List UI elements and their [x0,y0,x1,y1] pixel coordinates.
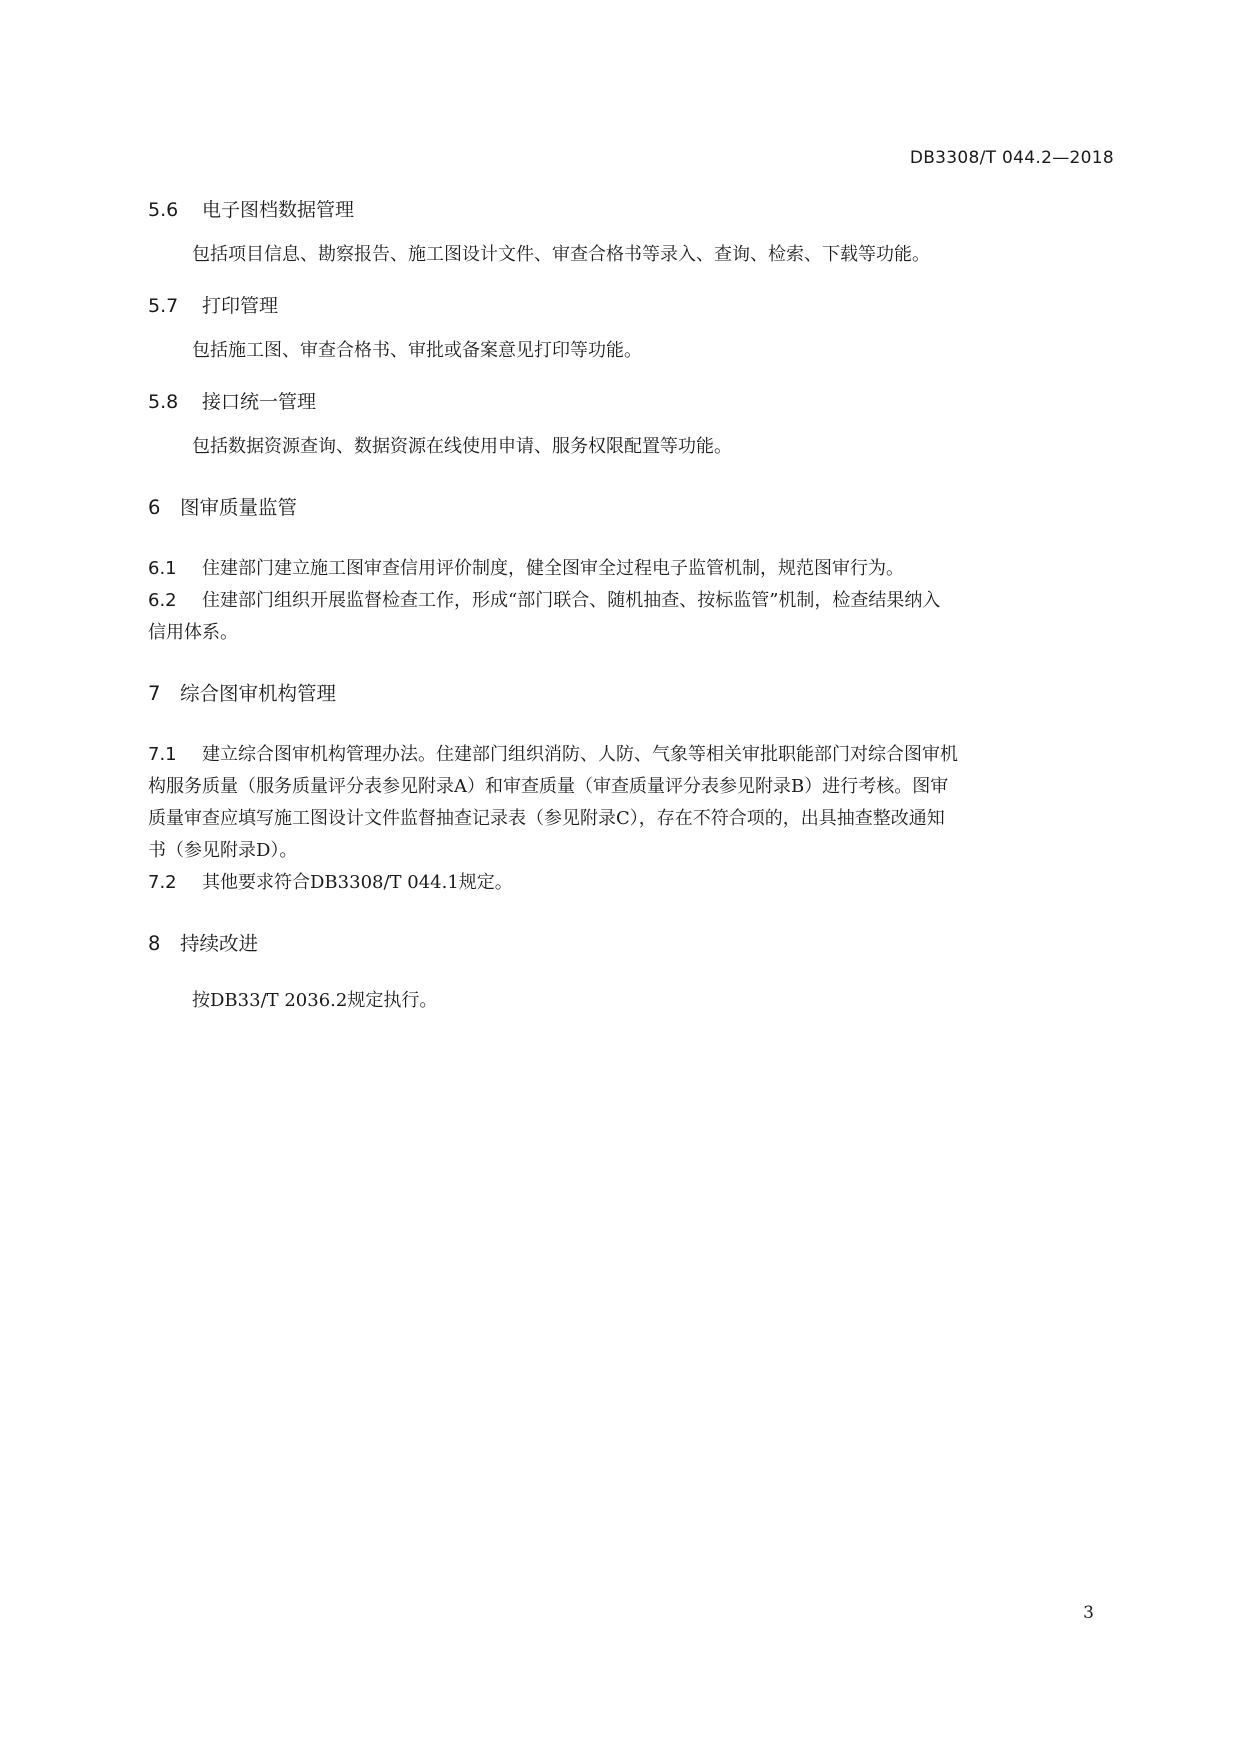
section-number: 6 [148,496,161,519]
clause-6-1 [148,553,1116,585]
clause-7-1 [148,739,1116,771]
clause-7-2 [148,867,1116,899]
heading-5-8 [148,387,1116,417]
heading-5-6 [148,195,1116,225]
paragraph-5-8: 包括数据资源查询、数据资源在线使用申请、服务权限配置等功能。 [192,436,732,457]
heading-5-7 [148,291,1116,321]
paragraph-5-7: 包括施工图、审查合格书、审批或备案意见打印等功能。 [192,340,642,361]
clause-7-1-line-4: 书（参见附录D）。 [148,840,298,861]
clause-text: 住建部门组织开展监督检查工作，形成“部门联合、随机抽查、按标监管”机制，检查结果纳入 [202,590,941,611]
clause-7-1-line-2: 构服务质量（服务质量评分表参见附录A）和审查质量（审查质量评分表参见附录B）进行考核。图审 [148,776,949,797]
paragraph-5-6: 包括项目信息、勘察报告、施工图设计文件、审查合格书等录入、查询、检索、下载等功能。 [192,244,930,265]
page-number: 3 [1083,1603,1094,1623]
document-body [148,195,1116,1017]
clause-text: 建立综合图审机构管理办法。住建部门组织消防、人防、气象等相关审批职能部门对综合图审机 [202,744,958,765]
paragraph-8: 按DB33/T 2036.2规定执行。 [192,990,438,1011]
clause-number: 6.1 [148,558,177,579]
section-number: 5.6 [148,199,179,221]
section-number: 8 [148,932,161,955]
section-title: 图审质量监管 [180,496,298,519]
clause-number: 6.2 [148,590,177,611]
heading-8 [148,929,1116,959]
clause-number: 7.1 [148,744,177,765]
clause-6-2 [148,585,1116,617]
clause-6-2-continued: 信用体系。 [148,622,238,643]
section-title: 综合图审机构管理 [180,682,337,705]
section-number: 5.8 [148,391,179,413]
clause-number: 7.2 [148,872,177,893]
section-title: 持续改进 [180,932,259,955]
heading-6 [148,493,1116,523]
section-number: 5.7 [148,295,179,317]
section-title: 电子图档数据管理 [202,199,355,221]
clause-text: 其他要求符合DB3308/T 044.1规定。 [202,872,513,893]
section-title: 打印管理 [202,295,279,317]
document-code: DB3308/T 044.2—2018 [909,148,1114,168]
heading-7 [148,679,1116,709]
section-title: 接口统一管理 [202,391,317,413]
clause-text: 住建部门建立施工图审查信用评价制度，健全图审全过程电子监管机制，规范图审行为。 [202,558,904,579]
clause-7-1-line-3: 质量审查应填写施工图设计文件监督抽查记录表（参见附录C），存在不符合项的，出具抽查整改通知 [148,808,945,829]
section-number: 7 [148,682,161,705]
